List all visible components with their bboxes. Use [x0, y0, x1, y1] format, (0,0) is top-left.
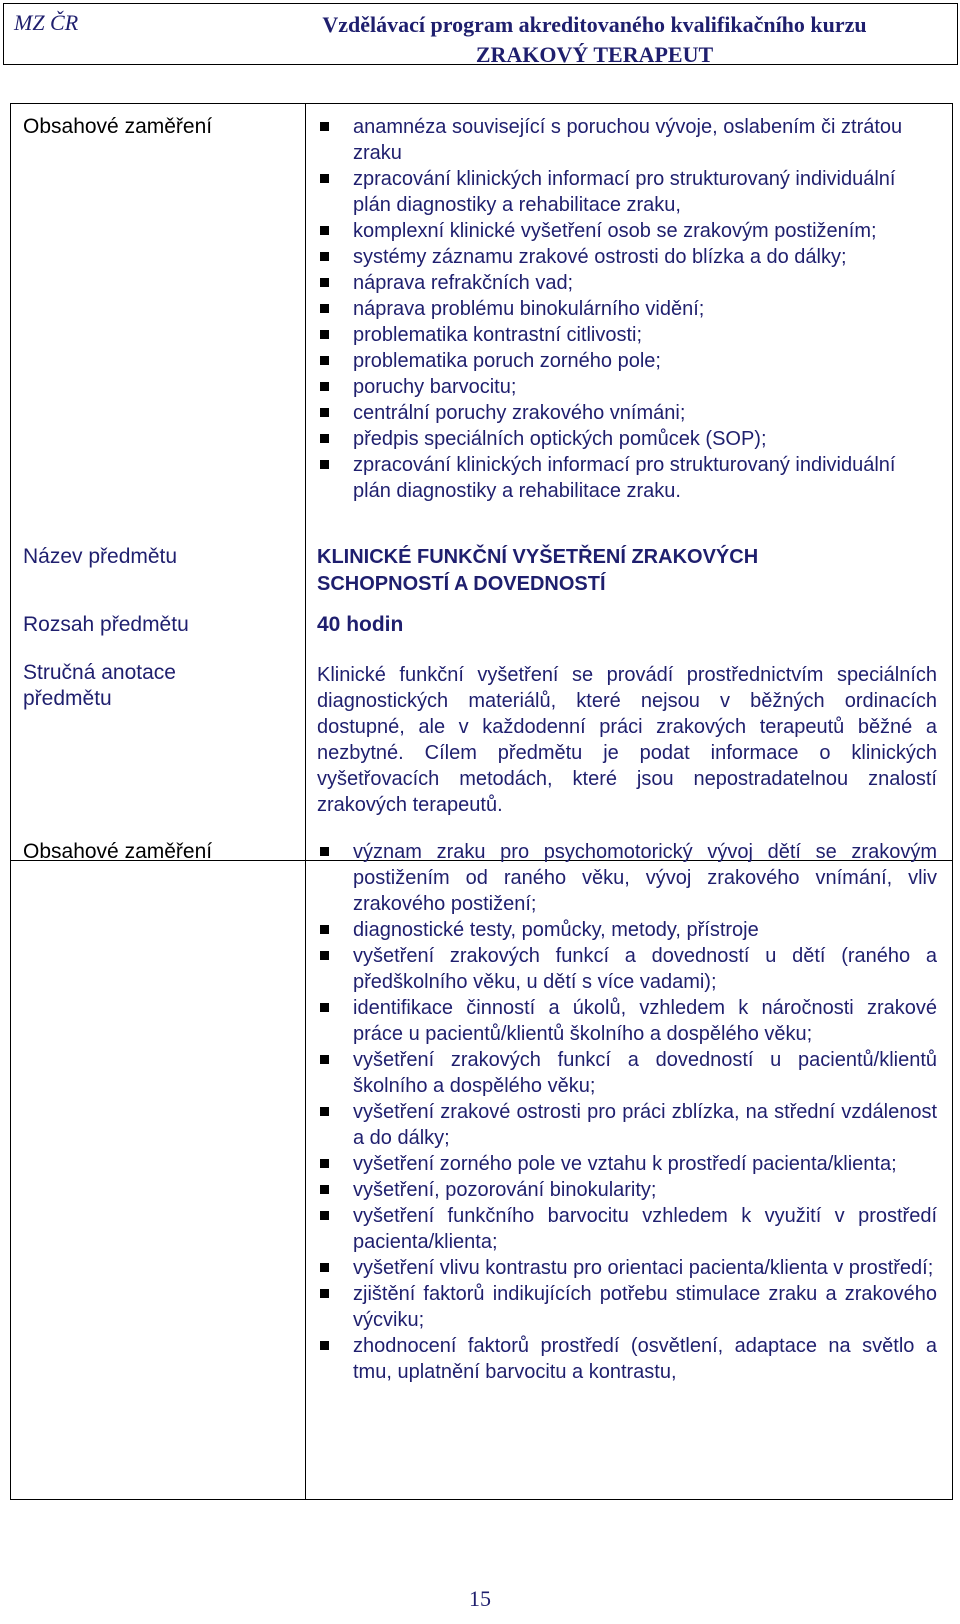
- list-item: vyšetření, pozorování binokularity;: [317, 1177, 937, 1203]
- list-item: zhodnocení faktorů prostředí (osvětlení, adaptace na světlo a tmu, uplatnění barvocitu a kontrastu,: [317, 1333, 937, 1385]
- section1-content: [317, 114, 937, 504]
- list-item: náprava refrakčních vad;: [317, 270, 937, 296]
- subject-scope: 40 hodin: [317, 613, 404, 636]
- section2-list: [317, 839, 937, 1385]
- list-item: problematika poruch zorného pole;: [317, 348, 937, 374]
- list-item: vyšetření zrakové ostrosti pro práci zblízka, na střední vzdálenost a do dálky;: [317, 1099, 937, 1151]
- course-table: [10, 103, 953, 1500]
- annotation-text: Klinické funkční vyšetření se provádí prostřednictvím speciálních diagnostických materiálů, které nejsou v běžných ordinacích dostupné, ale v každodenní práci zrakových terapeutů běžné a nezbytné. Cílem předmětu je podat informace o klinických vyšetřovacích metodách, které jsou nepostradatelnou znalostí zrakových terapeutů.: [317, 664, 937, 816]
- list-item: identifikace činností a úkolů, vzhledem k náročnosti zrakové práce u pacientů/klientů školního a dospělého věku;: [317, 995, 937, 1047]
- section1-list: [317, 114, 937, 504]
- list-item: vyšetření vlivu kontrastu pro orientaci pacienta/klienta v prostředí;: [317, 1255, 937, 1281]
- list-item: vyšetření zrakových funkcí a dovedností u pacientů/klientů školního a dospělého věku;: [317, 1047, 937, 1099]
- list-item: předpis speciálních optických pomůcek (SOP);: [317, 426, 937, 452]
- list-item: problematika kontrastní citlivosti;: [317, 322, 937, 348]
- list-item: vyšetření zorného pole ve vztahu k prostředí pacienta/klienta;: [317, 1151, 937, 1177]
- list-item: zjištění faktorů indikujících potřebu stimulace zraku a zrakového výcviku;: [317, 1281, 937, 1333]
- list-item: anamnéza související s poruchou vývoje, oslabením či ztrátou zraku: [317, 114, 937, 166]
- header-title-line1: Vzdělávací program akreditovaného kvalifikačního kurzu: [322, 12, 867, 37]
- page-header: [3, 3, 958, 65]
- page-number: 15: [469, 1586, 491, 1611]
- list-item: centrální poruchy zrakového vnímáni;: [317, 400, 937, 426]
- header-organization: MZ ČR: [14, 10, 79, 35]
- list-item: náprava problému binokulárního vidění;: [317, 296, 937, 322]
- subject-scope-label: Rozsah předmětu: [23, 613, 189, 636]
- list-item: vyšetření zrakových funkcí a dovedností u dětí (raného a předškolního věku, u dětí s více vadami);: [317, 943, 937, 995]
- section1-label: Obsahové zaměření: [23, 115, 213, 138]
- list-item: zpracování klinických informací pro strukturovaný individuální plán diagnostiky a rehabilitace zraku,: [317, 166, 937, 218]
- list-item: význam zraku pro psychomotorický vývoj dětí se zrakovým postižením od raného věku, vývoj zrakového vnímání, vliv zrakového postižení;: [317, 839, 937, 917]
- column-divider: [305, 104, 306, 1499]
- section2-label: Obsahové zaměření: [23, 840, 213, 863]
- list-item: zpracování klinických informací pro strukturovaný individuální plán diagnostiky a rehabilitace zraku.: [317, 452, 937, 504]
- subject-name: KLINICKÉ FUNKČNÍ VYŠETŘENÍ ZRAKOVÝCH SCHOPNOSTÍ A DOVEDNOSTÍ: [317, 546, 759, 595]
- section2-content: [317, 839, 937, 1385]
- annotation-label: Stručná anotace předmětu: [23, 661, 176, 710]
- list-item: vyšetření funkčního barvocitu vzhledem k využití v prostředí pacienta/klienta;: [317, 1203, 937, 1255]
- list-item: diagnostické testy, pomůcky, metody, přístroje: [317, 917, 937, 943]
- list-item: komplexní klinické vyšetření osob se zrakovým postižením;: [317, 218, 937, 244]
- header-title-line2: ZRAKOVÝ TERAPEUT: [475, 42, 714, 67]
- list-item: poruchy barvocitu;: [317, 374, 937, 400]
- list-item: systémy záznamu zrakové ostrosti do blízka a do dálky;: [317, 244, 937, 270]
- header-title: [244, 10, 945, 70]
- subject-name-label: Název předmětu: [23, 545, 178, 568]
